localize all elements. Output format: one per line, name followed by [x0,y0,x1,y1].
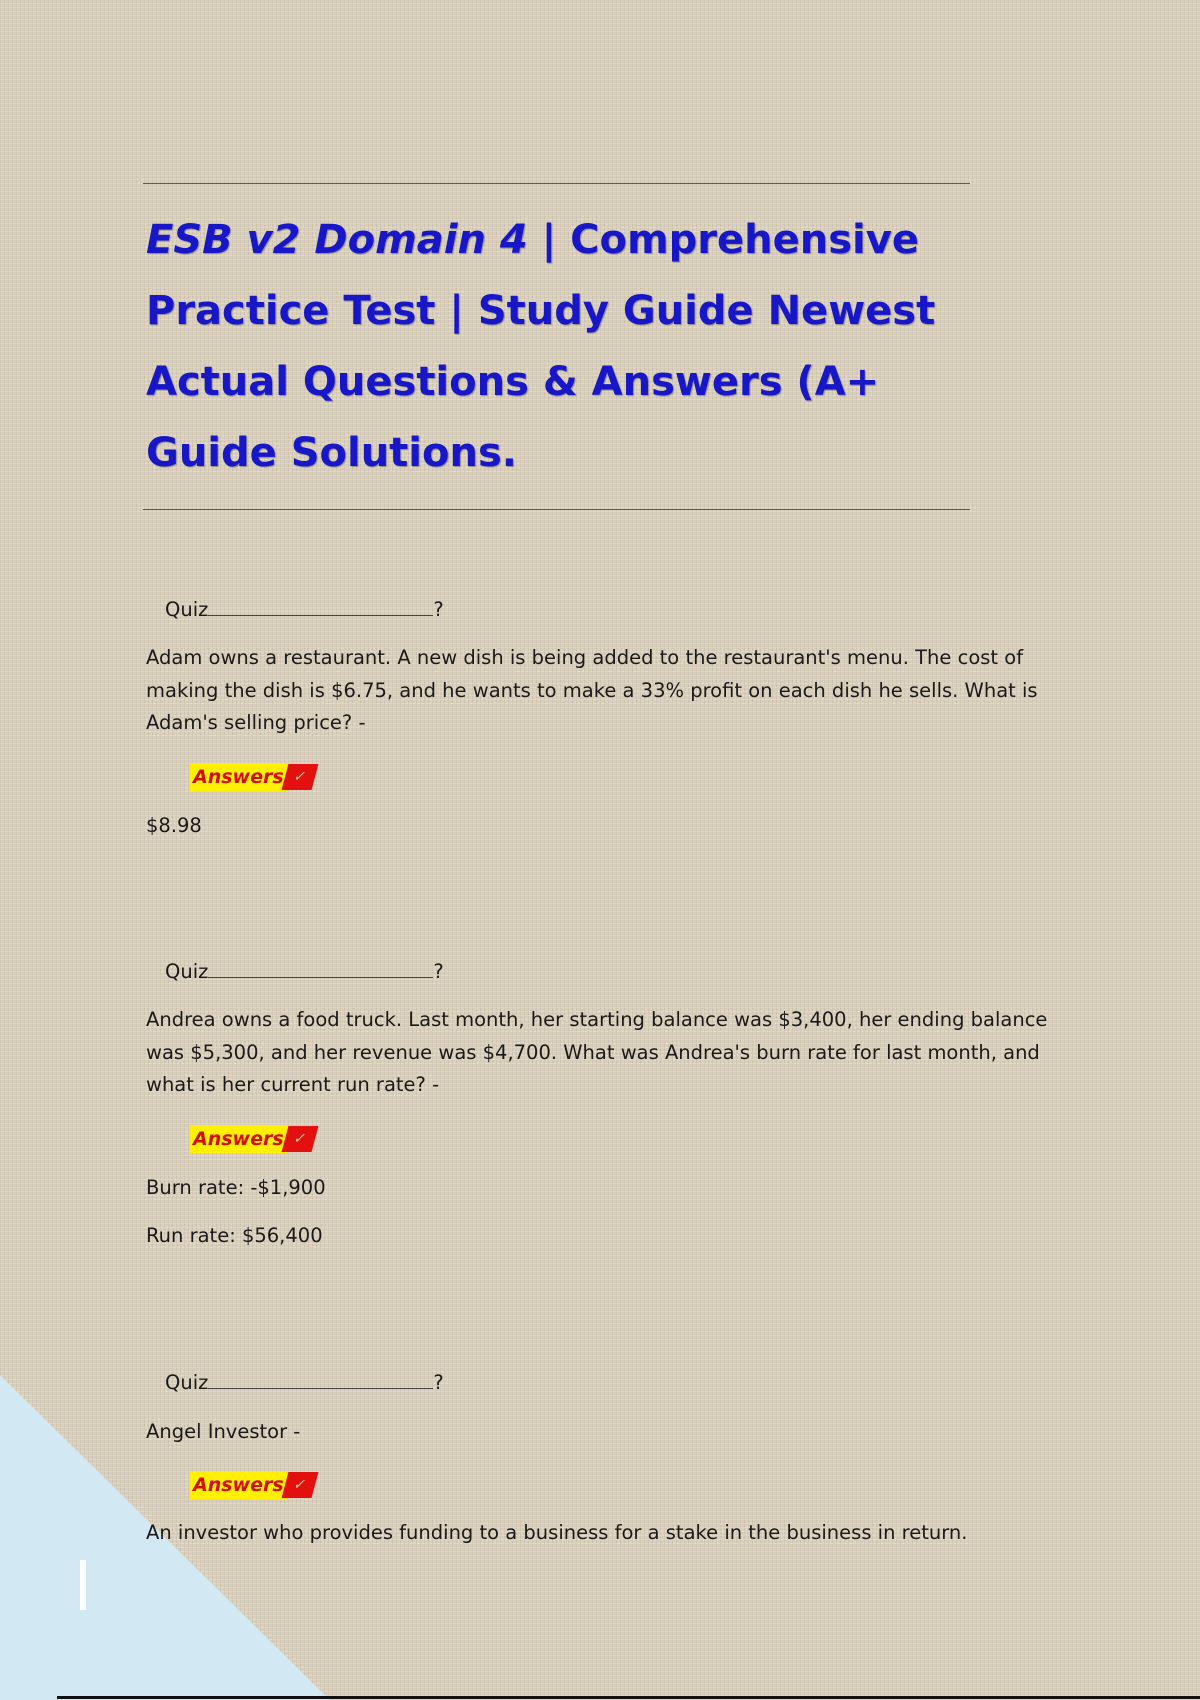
quiz-blank [208,959,433,978]
quiz-heading [165,1370,444,1394]
checkmark-icon: ✓ [281,1472,318,1498]
title-rest: | Comprehensive Practice Test | Study Guide Newest Actual Questions & Answers (A+ Guide Solutions. [146,217,936,476]
quiz-label: Quiz [165,598,209,621]
answers-label: Answers [190,1125,287,1153]
quiz-label: Quiz [165,1371,209,1394]
answer-text: Burn rate: -$1,900 [146,1176,326,1199]
answers-label: Answers [190,1471,287,1499]
quiz-heading [165,597,444,621]
page-bottom-line [57,1696,1200,1699]
answer-text: $8.98 [146,814,202,837]
top-divider [143,183,970,184]
answers-label: Answers [190,763,287,791]
text-cursor-icon [80,1560,86,1610]
quiz-blank [208,1370,433,1389]
quiz-label: Quiz [165,960,209,983]
question-text: Angel Investor - [146,1420,301,1443]
answers-badge [190,1470,315,1500]
checkmark-icon: ✓ [281,764,318,790]
quiz-mark: ? [433,598,444,621]
question-text: Andrea owns a food truck. Last month, her starting balance was $3,400, her ending balance was $5,300, and her revenue was $4,700. What was Andrea's burn rate for last month, and what is her current run rate? - [146,1008,1048,1096]
title-italic: ESB v2 Domain 4 [146,217,528,263]
checkmark-icon: ✓ [281,1126,318,1152]
page-title [146,205,1006,489]
quiz-blank [208,597,433,616]
answers-badge [190,762,315,792]
answer-text: Run rate: $56,400 [146,1224,323,1247]
answer-text: An investor who provides funding to a business for a stake in the business in return. [146,1521,968,1544]
question-text: Adam owns a restaurant. A new dish is being added to the restaurant's menu. The cost of making the dish is $6.75, and he wants to make a 33% profit on each dish he sells. What is Adam's selling price? - [146,646,1038,734]
bottom-divider [143,509,970,510]
quiz-mark: ? [433,1371,444,1394]
quiz-heading [165,959,444,983]
answers-badge [190,1124,315,1154]
quiz-mark: ? [433,960,444,983]
